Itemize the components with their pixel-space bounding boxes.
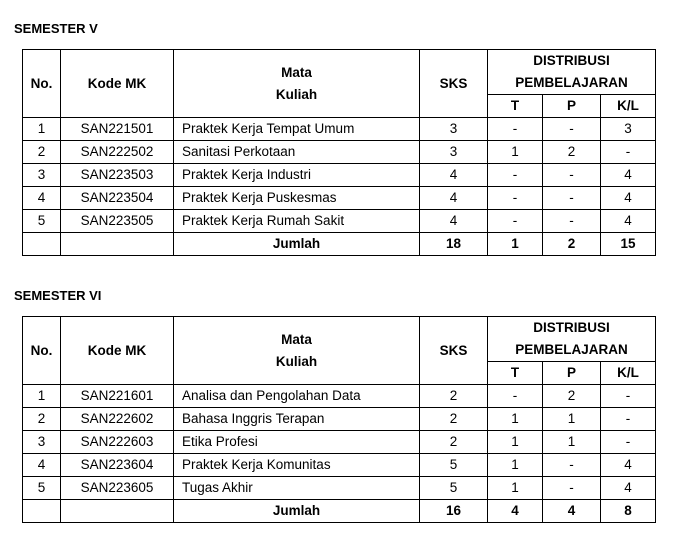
header-mata-line2: Kuliah (275, 353, 318, 369)
cell-empty (61, 233, 174, 256)
cell-no: 5 (23, 210, 61, 233)
total-p: 4 (543, 500, 601, 523)
total-kl: 8 (601, 500, 656, 523)
cell-kl: 4 (601, 454, 656, 477)
cell-kl: - (601, 141, 656, 164)
cell-p: 1 (543, 408, 601, 431)
table-row (23, 454, 656, 477)
header-distribusi (488, 50, 656, 95)
header-t: T (488, 362, 543, 385)
cell-name: Tugas Akhir (174, 477, 420, 500)
cell-t: 1 (488, 408, 543, 431)
cell-sks: 2 (420, 408, 488, 431)
cell-name: Sanitasi Perkotaan (174, 141, 420, 164)
header-p: P (543, 362, 601, 385)
header-kode-mk: Kode MK (61, 50, 174, 118)
cell-sks: 4 (420, 187, 488, 210)
cell-t: - (488, 385, 543, 408)
cell-kode: SAN223503 (61, 164, 174, 187)
header-mata-kuliah (174, 50, 420, 118)
total-sks: 18 (420, 233, 488, 256)
cell-name: Praktek Kerja Rumah Sakit (174, 210, 420, 233)
cell-no: 1 (23, 385, 61, 408)
total-t: 4 (488, 500, 543, 523)
cell-empty (23, 233, 61, 256)
cell-kl: 3 (601, 118, 656, 141)
table-row (23, 477, 656, 500)
semester-6-table (22, 316, 656, 523)
cell-no: 3 (23, 431, 61, 454)
cell-sks: 5 (420, 454, 488, 477)
total-label: Jumlah (174, 233, 420, 256)
header-distribusi-line2: PEMBELAJARAN (515, 75, 628, 90)
header-no: No. (23, 317, 61, 385)
header-kode-mk: Kode MK (61, 317, 174, 385)
total-row (23, 500, 656, 523)
cell-kode: SAN221501 (61, 118, 174, 141)
total-kl: 15 (601, 233, 656, 256)
cell-empty (23, 500, 61, 523)
cell-t: 1 (488, 431, 543, 454)
cell-t: 1 (488, 454, 543, 477)
table-row (23, 118, 656, 141)
cell-p: 1 (543, 431, 601, 454)
cell-p: - (543, 187, 601, 210)
cell-sks: 3 (420, 141, 488, 164)
cell-kl: - (601, 431, 656, 454)
cell-sks: 2 (420, 431, 488, 454)
cell-no: 2 (23, 408, 61, 431)
cell-name: Etika Profesi (174, 431, 420, 454)
cell-empty (61, 500, 174, 523)
semester-6-title: SEMESTER VI (14, 288, 102, 303)
table-row (23, 431, 656, 454)
header-sks: SKS (420, 50, 488, 118)
cell-kode: SAN222603 (61, 431, 174, 454)
header-mata-kuliah (174, 317, 420, 385)
total-t: 1 (488, 233, 543, 256)
cell-p: - (543, 118, 601, 141)
cell-kl: 4 (601, 210, 656, 233)
cell-sks: 3 (420, 118, 488, 141)
total-row (23, 233, 656, 256)
cell-kode: SAN223605 (61, 477, 174, 500)
table-row (23, 210, 656, 233)
table-row (23, 385, 656, 408)
table-row (23, 141, 656, 164)
cell-name: Analisa dan Pengolahan Data (174, 385, 420, 408)
cell-t: - (488, 164, 543, 187)
cell-t: - (488, 210, 543, 233)
header-no: No. (23, 50, 61, 118)
cell-kode: SAN222502 (61, 141, 174, 164)
header-t: T (488, 95, 543, 118)
header-mata-line1: Mata (281, 64, 312, 80)
header-sks: SKS (420, 317, 488, 385)
cell-kode: SAN223604 (61, 454, 174, 477)
cell-p: - (543, 454, 601, 477)
table-row (23, 164, 656, 187)
cell-kode: SAN221601 (61, 385, 174, 408)
cell-no: 2 (23, 141, 61, 164)
cell-name: Bahasa Inggris Terapan (174, 408, 420, 431)
cell-name: Praktek Kerja Puskesmas (174, 187, 420, 210)
cell-t: 1 (488, 141, 543, 164)
cell-p: - (543, 477, 601, 500)
header-distribusi-line1: DISTRIBUSI (533, 53, 610, 68)
cell-kl: 4 (601, 477, 656, 500)
cell-no: 4 (23, 454, 61, 477)
table-row (23, 187, 656, 210)
header-distribusi (488, 317, 656, 362)
cell-sks: 2 (420, 385, 488, 408)
cell-sks: 5 (420, 477, 488, 500)
cell-kl: - (601, 385, 656, 408)
cell-name: Praktek Kerja Tempat Umum (174, 118, 420, 141)
cell-p: 2 (543, 385, 601, 408)
cell-kode: SAN222602 (61, 408, 174, 431)
cell-sks: 4 (420, 164, 488, 187)
total-p: 2 (543, 233, 601, 256)
header-mata-line1: Mata (281, 331, 312, 347)
cell-name: Praktek Kerja Industri (174, 164, 420, 187)
cell-p: 2 (543, 141, 601, 164)
semester-5-title: SEMESTER V (14, 21, 98, 36)
cell-kl: 4 (601, 164, 656, 187)
cell-t: - (488, 187, 543, 210)
cell-no: 5 (23, 477, 61, 500)
total-label: Jumlah (174, 500, 420, 523)
cell-kl: - (601, 408, 656, 431)
header-distribusi-line2: PEMBELAJARAN (515, 342, 628, 357)
cell-p: - (543, 210, 601, 233)
cell-no: 1 (23, 118, 61, 141)
cell-kode: SAN223505 (61, 210, 174, 233)
header-distribusi-line1: DISTRIBUSI (533, 320, 610, 335)
cell-name: Praktek Kerja Komunitas (174, 454, 420, 477)
cell-sks: 4 (420, 210, 488, 233)
cell-t: 1 (488, 477, 543, 500)
cell-no: 4 (23, 187, 61, 210)
table-row (23, 408, 656, 431)
header-mata-line2: Kuliah (275, 86, 318, 102)
cell-no: 3 (23, 164, 61, 187)
total-sks: 16 (420, 500, 488, 523)
cell-kl: 4 (601, 187, 656, 210)
cell-kode: SAN223504 (61, 187, 174, 210)
header-kl: K/L (601, 362, 656, 385)
header-kl: K/L (601, 95, 656, 118)
header-p: P (543, 95, 601, 118)
cell-p: - (543, 164, 601, 187)
semester-5-table (22, 49, 656, 256)
cell-t: - (488, 118, 543, 141)
